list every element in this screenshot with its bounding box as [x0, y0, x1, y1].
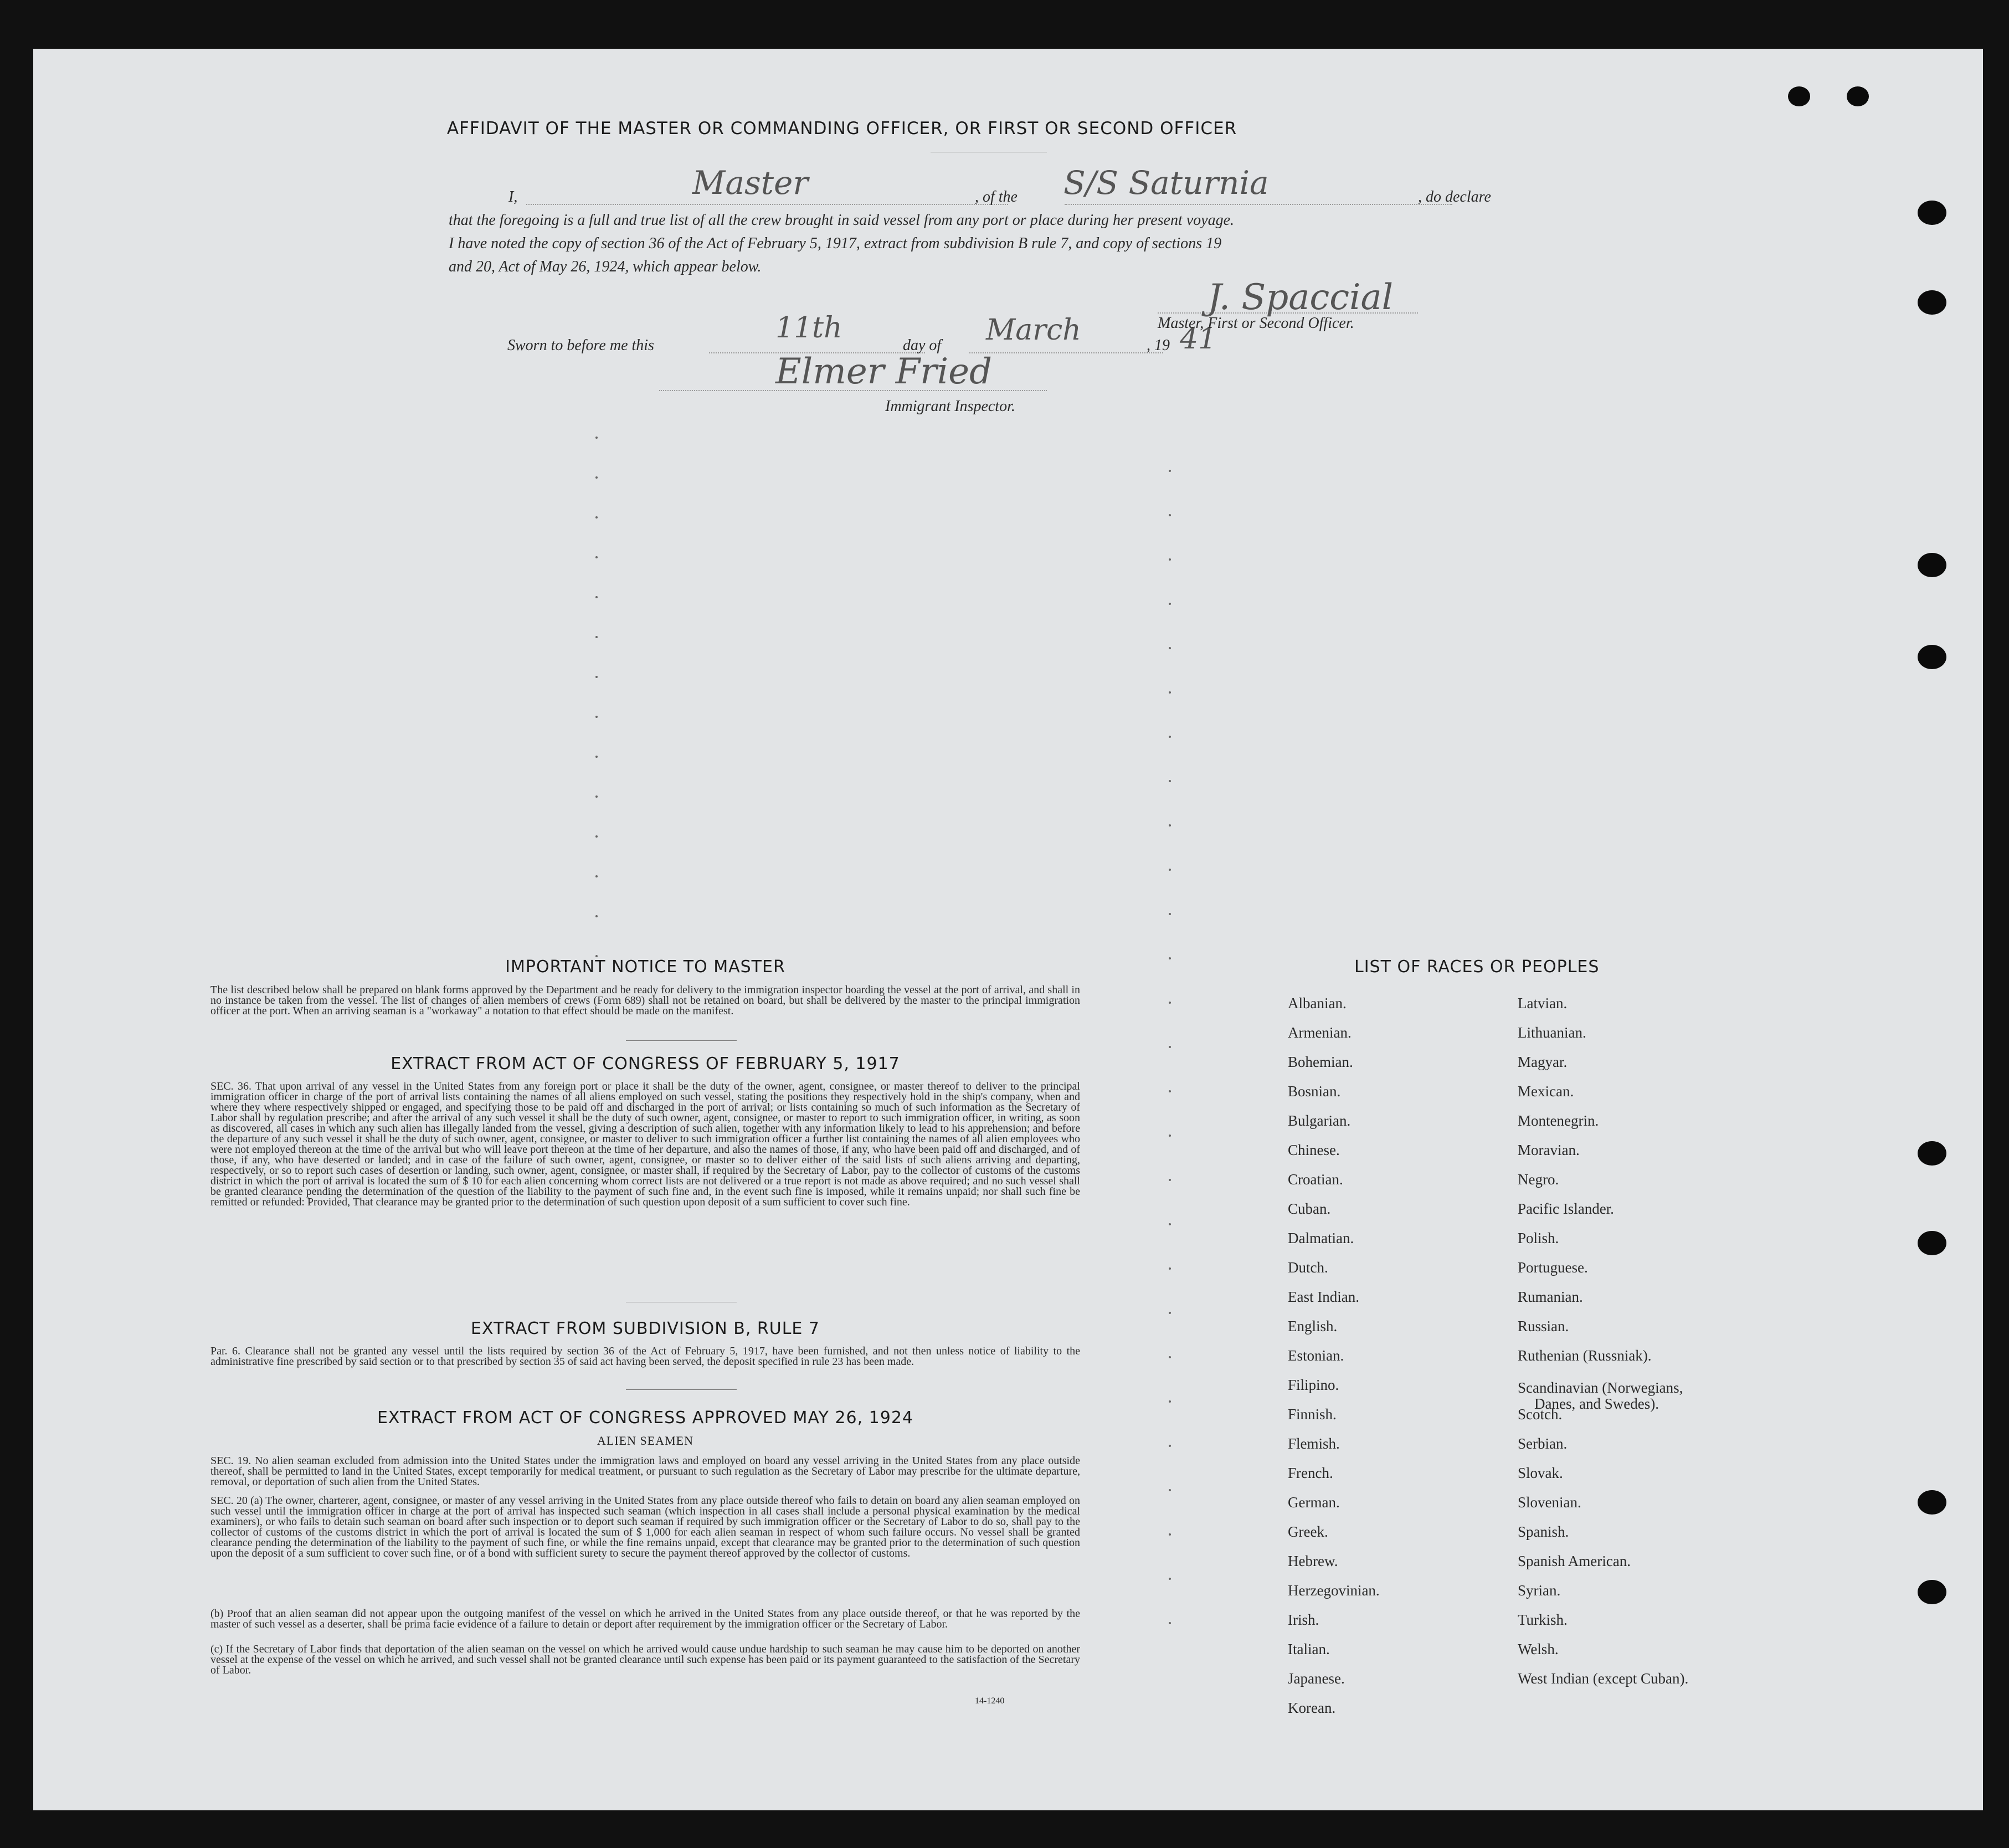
- race-item: Mexican.: [1518, 1083, 1574, 1100]
- guide-dot: [1169, 1090, 1171, 1092]
- guide-dot: [595, 875, 598, 877]
- extract-1917-text: SEC. 36. That upon arrival of any vessel in the United States from any foreign port or place it shall be the duty of the owner, agent, consignee, or master thereof to deliver to the principal immigration officer in charge of the port of arrival lists containing the names of all aliens employed on such vessel, stating the positions they respectively hold in the ship's company, when and where they where respectively shipped or engaged, and specifying those to be paid off and discharged in the port of arrival; or lists containing so much of such information as the Secretary of Labor shall by regulation prescribe; and after the arrival of any such vessel it shall be the duty of such owner, agent, consignee, or master to report to such immigration officer, in writing, as soon as discovered, all cases in which any such alien has illegally landed from the vessel, giving a description of such alien, together with any information likely to lead to his apprehension; and before the departure of any such vessel it shall be the duty of such owner, agent, consignee, or master to deliver to such immigration officer a further list containing the names of all alien employees who were not employed thereon at the time of the arrival but who will leave port thereon at the time of her departure, and also the names of those, if any, who have been paid off and discharged, and of those, if any, who have deserted or landed; and in case of the failure of such owner, agent, consignee, or master so to deliver either of the said lists of such aliens arriving and departing, respectively, or so to report such cases of desertion or landing, such owner, agent, consignee, or master shall, if required by the Secretary of Labor, pay to the collector of customs of the customs district in which the port of arrival is located the sum of $ 10 for each alien concerning whom correct lists are not delivered or a true report is not made as above required; and no such vessel shall be granted clearance pending the determination of the question of the liability to the payment of such fine and, in the event such fine is imposed, while it remains unpaid; nor shall such fine be remitted or refunded: Provided, That clearance may be granted prior to the determination of such question upon deposit of a sum sufficient to cover such fine.: [210, 1080, 1080, 1208]
- race-item: Korean.: [1288, 1700, 1336, 1716]
- race-item: Armenian.: [1288, 1024, 1352, 1041]
- guide-dot: [595, 716, 598, 718]
- guide-dot: [595, 676, 598, 678]
- punch-hole: [1918, 553, 1946, 577]
- race-item: German.: [1288, 1494, 1340, 1511]
- race-item: Scandinavian (Norwegians,: [1518, 1379, 1683, 1396]
- vessel-handwritten: S/S Saturnia: [1063, 164, 1269, 202]
- race-item: Bohemian.: [1288, 1054, 1353, 1070]
- i-label: I,: [508, 188, 518, 206]
- guide-dot: [595, 596, 598, 598]
- guide-dot: [595, 437, 598, 439]
- guide-dot: [1169, 1002, 1171, 1004]
- punch-hole: [1847, 86, 1869, 106]
- race-item: Dutch.: [1288, 1259, 1328, 1276]
- officer-caption: Master, First or Second Officer.: [1158, 315, 1354, 332]
- guide-dot: [1169, 736, 1171, 738]
- extract-1917-title: EXTRACT FROM ACT OF CONGRESS OF FEBRUARY 5, 1917: [391, 1054, 900, 1074]
- guide-dot: [1169, 691, 1171, 694]
- month-handwritten: March: [986, 314, 1081, 347]
- subdivision-b-text: Par. 6. Clearance shall not be granted any vessel until the lists required by section 36 of the Act of February 5, 1917, have been furnished, and not then unless notice of liability to the administrative fine prescribed by said section or to that prescribed by section 35 of said act having been served, the deposit specified in rule 23 has been made.: [210, 1345, 1080, 1368]
- race-item: East Indian.: [1288, 1289, 1359, 1305]
- race-item: West Indian (except Cuban).: [1518, 1670, 1689, 1687]
- race-item: Serbian.: [1518, 1435, 1568, 1452]
- race-item: Rumanian.: [1518, 1289, 1583, 1305]
- guide-dot: [1169, 1400, 1171, 1403]
- race-item: Ruthenian (Russniak).: [1518, 1347, 1652, 1364]
- day-handwritten: 11th: [775, 311, 842, 345]
- affidavit-title: AFFIDAVIT OF THE MASTER OR COMMANDING OFFICER, OR FIRST OR SECOND OFFICER: [446, 119, 1237, 138]
- year-prefix: , 19: [1147, 337, 1170, 354]
- race-item: Croatian.: [1288, 1171, 1343, 1188]
- race-item: Italian.: [1288, 1641, 1330, 1657]
- race-item: Herzegovinian.: [1288, 1582, 1380, 1599]
- year-handwritten: 41: [1180, 322, 1217, 356]
- race-item: Chinese.: [1288, 1142, 1340, 1158]
- race-item: Filipino.: [1288, 1377, 1339, 1393]
- subdivision-b-rule: [626, 1389, 737, 1390]
- guide-dot: [595, 636, 598, 638]
- races-title: LIST OF RACES OR PEOPLES: [1354, 957, 1600, 977]
- guide-dot: [1169, 1046, 1171, 1048]
- officer-signature: J. Spaccial: [1208, 277, 1394, 318]
- race-item: Albanian.: [1288, 995, 1347, 1012]
- inspector-signature: Elmer Fried: [775, 351, 992, 392]
- do-declare-label: , do declare: [1418, 188, 1491, 206]
- extract-1924-title: EXTRACT FROM ACT OF CONGRESS APPROVED MAY 26, 1924: [377, 1408, 914, 1428]
- notice-rule: [626, 1040, 737, 1041]
- race-item: Slovenian.: [1518, 1494, 1581, 1511]
- extract-1924-sec19: SEC. 19. No alien seaman excluded from admission into the United States under the immigration laws and employed on board any vessel arriving in the United States from any place outside thereof, shall be permitted to land in the United States, except temporarily for medical treatment, or pursuant to such regulation as the Secretary of Labor may prescribe for the ultimate departure, removal, or deportation of such alien from the United States.: [210, 1455, 1080, 1488]
- guide-dot: [1169, 647, 1171, 649]
- punch-hole: [1918, 645, 1946, 669]
- race-item: Montenegrin.: [1518, 1112, 1599, 1129]
- extract-1924-subtitle: ALIEN SEAMEN: [597, 1434, 693, 1447]
- guide-dot: [1169, 1533, 1171, 1536]
- race-item: Cuban.: [1288, 1200, 1331, 1217]
- affidavit-line-4: and 20, Act of May 26, 1924, which appear below.: [449, 258, 762, 275]
- extract-1924-sec20a: SEC. 20 (a) The owner, charterer, agent, consignee, or master of any vessel arriving in the United States from any place outside thereof who fails to detain on board any alien seaman employed on such vessel until the immigration officer in charge at the port of arrival has inspected such seaman (which inspection in all cases shall include a personal physical examination by the medical examiners), or who fails to detain such seaman on board after such inspection or to deport such seaman if required by such immigration officer or the Secretary of Labor to do so, shall pay to the collector of customs of the customs district in which the port of arrival is located the sum of $ 1,000 for each alien seaman in respect of whom such failure occurs. No vessel shall be granted clearance pending the determination of the liability to the payment of such fine, or while the fine remains unpaid, except that clearance may be granted prior to the determination of such question upon the deposit of a sum sufficient to cover such fine, or of a bond with sufficient surety to secure the payment thereof approved by the collector of customs.: [210, 1495, 1080, 1559]
- guide-dot: [1169, 1179, 1171, 1181]
- guide-dot: [1169, 603, 1171, 605]
- guide-dot: [595, 955, 598, 957]
- race-item: Bosnian.: [1288, 1083, 1341, 1100]
- guide-dot: [1169, 869, 1171, 871]
- subdivision-b-title: EXTRACT FROM SUBDIVISION B, RULE 7: [470, 1319, 820, 1338]
- race-item: Russian.: [1518, 1318, 1569, 1334]
- race-item: Portuguese.: [1518, 1259, 1588, 1276]
- guide-dot: [1169, 1445, 1171, 1447]
- race-item: Finnish.: [1288, 1406, 1337, 1423]
- guide-dot: [1169, 1622, 1171, 1624]
- extract-1924-sec20b: (b) Proof that an alien seaman did not appear upon the outgoing manifest of the vessel on which he arrived in the United States from any place outside thereof, or that he was reported by the master of such vessel as a deserter, shall be prima facie evidence of a failure to detain or deport after requirement by the immigration officer or the Secretary of Labor.: [210, 1608, 1080, 1630]
- guide-dot: [1169, 514, 1171, 516]
- guide-dot: [595, 756, 598, 758]
- race-item: Irish.: [1288, 1611, 1319, 1628]
- guide-dot: [1169, 1135, 1171, 1137]
- race-item: Flemish.: [1288, 1435, 1340, 1452]
- race-item: Syrian.: [1518, 1582, 1561, 1599]
- form-number: 14-1240: [975, 1696, 1005, 1706]
- race-item: Dalmatian.: [1288, 1230, 1354, 1246]
- affidavit-line-2: that the foregoing is a full and true list of all the crew brought in said vessel from any port or place during her present voyage.: [449, 212, 1235, 229]
- race-item: Lithuanian.: [1518, 1024, 1586, 1041]
- race-item: Danes, and Swedes).: [1534, 1395, 1659, 1412]
- of-the-label: , of the: [975, 188, 1018, 206]
- punch-hole: [1918, 290, 1946, 315]
- guide-dot: [1169, 1489, 1171, 1491]
- guide-dot: [595, 556, 598, 558]
- race-item: Polish.: [1518, 1230, 1559, 1246]
- guide-dot: [1169, 824, 1171, 827]
- vessel-field-line: [1065, 204, 1452, 205]
- guide-dot: [595, 516, 598, 519]
- race-item: Japanese.: [1288, 1670, 1345, 1687]
- month-field-line: [969, 352, 1163, 353]
- guide-dot: [1169, 913, 1171, 915]
- notice-text: The list described below shall be prepared on blank forms approved by the Department and be ready for delivery to the immigration inspector boarding the vessel at the port of arrival, and shall in no instance be taken from the vessel. The list of changes of alien members of crews (Form 689) shall not be retained on board, but shall be delivered by the master to the principal immigration officer at the port. When an arriving seaman is a "workaway" a notation to that effect should be made on the manifest.: [210, 984, 1080, 1017]
- extract-1924-sec20c: (c) If the Secretary of Labor finds that deportation of the alien seaman on the vessel on which he arrived would cause undue hardship to such seaman he may cause him to be deported on another vessel at the expense of the vessel on which he arrived, and such vessel shall not be granted clearance until such expense has been paid or its payment guaranteed to the satisfaction of the Secretary of Labor.: [210, 1643, 1080, 1676]
- punch-hole: [1918, 1231, 1946, 1255]
- punch-hole: [1918, 1141, 1946, 1166]
- guide-dot: [595, 476, 598, 479]
- inspector-caption: Immigrant Inspector.: [885, 398, 1015, 415]
- race-item: Estonian.: [1288, 1347, 1344, 1364]
- race-item: French.: [1288, 1465, 1333, 1481]
- race-item: Pacific Islander.: [1518, 1200, 1614, 1217]
- sworn-label: Sworn to before me this: [507, 337, 654, 354]
- guide-dot: [1169, 558, 1171, 561]
- race-item: Slovak.: [1518, 1465, 1563, 1481]
- race-item: Welsh.: [1518, 1641, 1559, 1657]
- race-item: Bulgarian.: [1288, 1112, 1351, 1129]
- race-item: Moravian.: [1518, 1142, 1580, 1158]
- name-handwritten: Master: [692, 164, 809, 202]
- guide-dot: [595, 835, 598, 838]
- guide-dot: [595, 915, 598, 917]
- guide-dot: [595, 795, 598, 798]
- race-item: English.: [1288, 1318, 1338, 1334]
- affidavit-line-3: I have noted the copy of section 36 of the Act of February 5, 1917, extract from subdivision B rule 7, and copy of sections 19: [449, 235, 1222, 252]
- guide-dot: [1169, 1356, 1171, 1358]
- race-item: Turkish.: [1518, 1611, 1568, 1628]
- day-of-label: day of: [903, 337, 942, 354]
- punch-hole: [1918, 1490, 1946, 1515]
- race-item: Scotch.: [1518, 1406, 1563, 1423]
- punch-hole: [1788, 86, 1810, 106]
- punch-hole: [1918, 201, 1946, 225]
- guide-dot: [1169, 470, 1171, 472]
- race-item: Spanish American.: [1518, 1553, 1631, 1569]
- guide-dot: [1169, 1267, 1171, 1270]
- guide-dot: [1169, 1312, 1171, 1314]
- race-item: Spanish.: [1518, 1523, 1569, 1540]
- guide-dot: [1169, 780, 1171, 782]
- guide-dot: [1169, 1223, 1171, 1225]
- race-item: Negro.: [1518, 1171, 1559, 1188]
- punch-hole: [1918, 1580, 1946, 1604]
- notice-title: IMPORTANT NOTICE TO MASTER: [505, 957, 785, 977]
- race-item: Magyar.: [1518, 1054, 1568, 1070]
- race-item: Latvian.: [1518, 995, 1568, 1012]
- race-item: Greek.: [1288, 1523, 1328, 1540]
- name-field-line: [526, 204, 1008, 205]
- guide-dot: [1169, 957, 1171, 959]
- guide-dot: [1169, 1578, 1171, 1580]
- race-item: Hebrew.: [1288, 1553, 1338, 1569]
- document-page: [33, 49, 1983, 1810]
